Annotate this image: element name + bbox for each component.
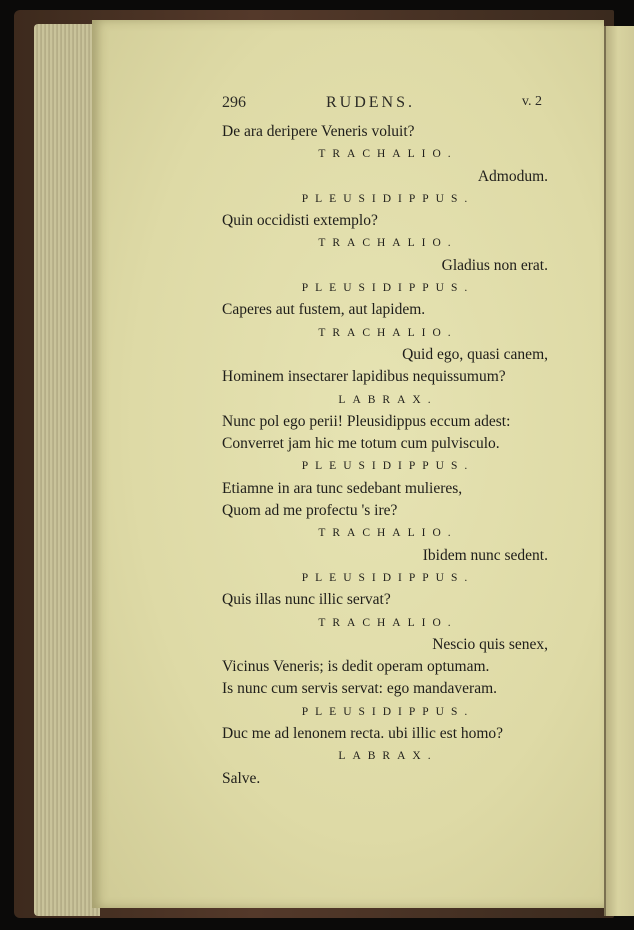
verse-line: Ibidem nunc sedent.	[422, 546, 548, 564]
speaker-name: LABRAX.	[338, 750, 438, 763]
verse-line: Nescio quis senex,	[432, 635, 548, 653]
verse-line: Quin occidisti extemplo?	[222, 212, 378, 230]
verse-line: Quis illas nunc illic servat?	[222, 591, 391, 609]
verse-line: Admodum.	[477, 167, 548, 185]
speaker-name: TRACHALIO.	[318, 237, 458, 250]
speaker-name: TRACHALIO.	[318, 616, 458, 629]
verse-line: Caperes aut fustem, aut lapidem.	[222, 301, 426, 319]
play-text	[222, 121, 548, 790]
speaker-name: PLEUSIDIPPUS.	[301, 460, 475, 473]
running-title: RUDENS.	[326, 94, 416, 111]
page-number: 296	[222, 94, 246, 111]
verse-line: De ara deripere Veneris voluit?	[222, 123, 415, 140]
verse-line: Quom ad me profectu 's ire?	[222, 502, 398, 520]
speaker-name: TRACHALIO.	[318, 326, 458, 339]
verse-line: Salve.	[222, 769, 261, 787]
verse-line: Is nunc cum servis servat: ego mandaveram.	[222, 680, 498, 698]
verse-line: Duc me ad lenonem recta. ubi illic est homo?	[222, 725, 504, 743]
speaker-name: PLEUSIDIPPUS.	[301, 571, 475, 584]
page-edges	[34, 24, 100, 916]
verse-line: Quid ego, quasi canem,	[402, 345, 548, 363]
verse-line: Vicinus Veneris; is dedit operam optumam.	[222, 658, 490, 676]
speaker-name: PLEUSIDIPPUS.	[301, 705, 475, 718]
speaker-name: LABRAX.	[338, 393, 438, 406]
speaker-name: PLEUSIDIPPUS.	[301, 192, 475, 205]
verse-line: Etiamne in ara tunc sedebant mulieres,	[222, 479, 463, 497]
speaker-name: TRACHALIO.	[318, 148, 458, 161]
verse-marker: v. 2	[521, 94, 542, 109]
running-header	[222, 94, 542, 114]
verse-line: Gladius non erat.	[441, 256, 548, 274]
facing-page-edge	[604, 26, 634, 916]
speaker-name: PLEUSIDIPPUS.	[301, 282, 475, 295]
speaker-name: TRACHALIO.	[318, 527, 458, 540]
verse-line: Hominem insectarer lapidibus nequissumum?	[222, 368, 506, 386]
verse-line: Nunc pol ego perii! Pleusidippus eccum adest:	[222, 412, 511, 430]
verse-line: Converret jam hic me totum cum pulvisculo.	[222, 435, 500, 453]
